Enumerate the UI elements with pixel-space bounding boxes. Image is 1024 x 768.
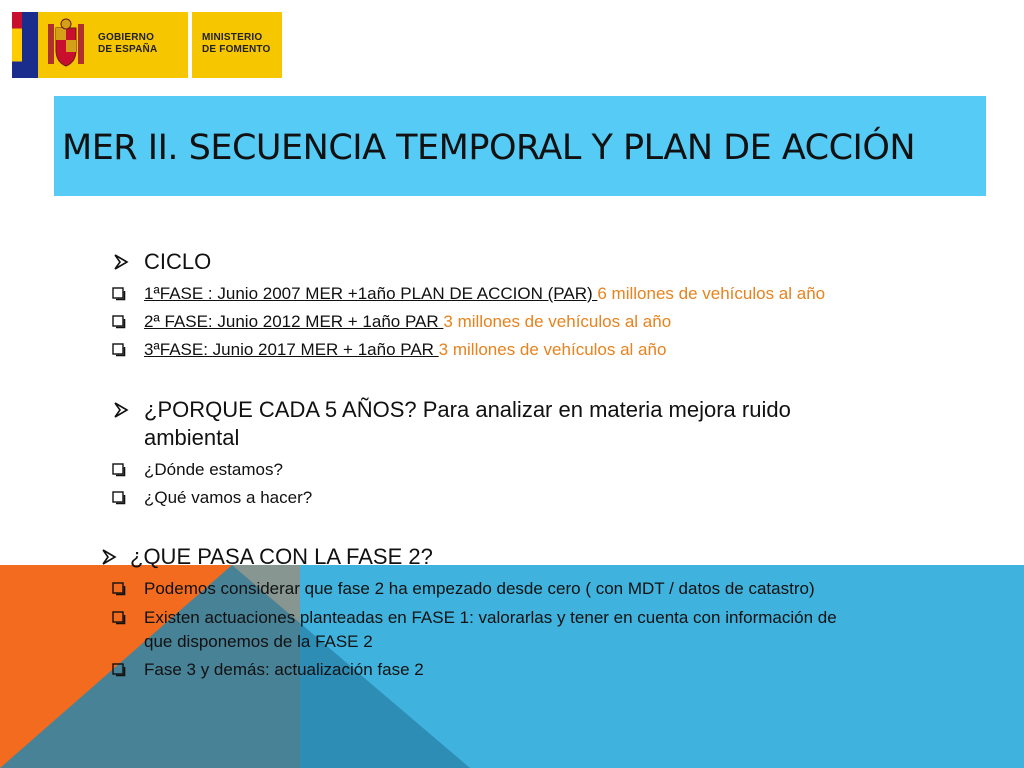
porque-heading-line2: ambiental xyxy=(144,425,240,450)
fase2-heading: ¿QUE PASA CON LA FASE 2? xyxy=(130,544,433,569)
gobierno-line2: DE ESPAÑA xyxy=(98,44,158,55)
ciclo-item-text xyxy=(144,338,666,362)
gobierno-logo xyxy=(12,12,282,78)
flag-stripe xyxy=(12,12,22,78)
arrow-bullet-icon xyxy=(112,253,130,271)
checkbox-bullet-icon xyxy=(112,611,126,625)
ciclo-item-highlight: 3 millones de vehículos al año xyxy=(443,312,672,331)
ministerio-line2: DE FOMENTO xyxy=(202,44,271,55)
gobierno-text xyxy=(98,32,157,56)
ministerio-block xyxy=(192,12,282,78)
ciclo-heading: CICLO xyxy=(144,249,212,274)
porque-item-text: ¿Dónde estamos? xyxy=(144,460,283,479)
coat-of-arms-icon xyxy=(44,18,88,72)
ciclo-item-text xyxy=(144,310,671,334)
fase2-item-text-cont: que disponemos de la FASE 2 xyxy=(144,632,373,651)
gobierno-line1: GOBIERNO xyxy=(98,32,155,43)
porque-item-text: ¿Qué vamos a hacer? xyxy=(144,488,313,507)
slide-title: MER II. SECUENCIA TEMPORAL Y PLAN DE ACCIÓN xyxy=(62,128,916,168)
checkbox-bullet-icon xyxy=(112,315,126,329)
fase2-item-text: Fase 3 y demás: actualización fase 2 xyxy=(144,660,424,679)
checkbox-bullet-icon xyxy=(112,287,126,301)
ciclo-item-text xyxy=(144,282,825,306)
fase2-item-text: Podemos considerar que fase 2 ha empezado desde cero ( con MDT / datos de catastro) xyxy=(144,579,815,598)
checkbox-bullet-icon xyxy=(112,463,126,477)
checkbox-bullet-icon xyxy=(112,491,126,505)
title-band xyxy=(54,96,986,196)
gobierno-block xyxy=(38,12,188,78)
ciclo-item-underlined: 2ª FASE: Junio 2012 MER + 1año PAR xyxy=(144,312,444,331)
checkbox-bullet-icon xyxy=(112,582,126,596)
ministerio-line1: MINISTERIO xyxy=(202,32,263,43)
checkbox-bullet-icon xyxy=(112,343,126,357)
checkbox-bullet-icon xyxy=(112,663,126,677)
ciclo-item-underlined: 1ªFASE : Junio 2007 MER +1año PLAN DE ACCION (PAR) xyxy=(144,284,598,303)
eu-stripe xyxy=(22,12,38,78)
ciclo-item-highlight: 3 millones de vehículos al año xyxy=(438,340,667,359)
porque-heading-line1: ¿PORQUE CADA 5 AÑOS? Para analizar en materia mejora ruido xyxy=(144,397,791,422)
arrow-bullet-icon xyxy=(100,548,118,566)
ministerio-text xyxy=(202,32,270,56)
fase2-item-text: Existen actuaciones planteadas en FASE 1: valorarlas y tener en cuenta con información de xyxy=(144,608,837,627)
arrow-bullet-icon xyxy=(112,401,130,419)
ciclo-item-underlined: 3ªFASE: Junio 2017 MER + 1año PAR xyxy=(144,340,439,359)
ciclo-item-highlight: 6 millones de vehículos al año xyxy=(597,284,826,303)
